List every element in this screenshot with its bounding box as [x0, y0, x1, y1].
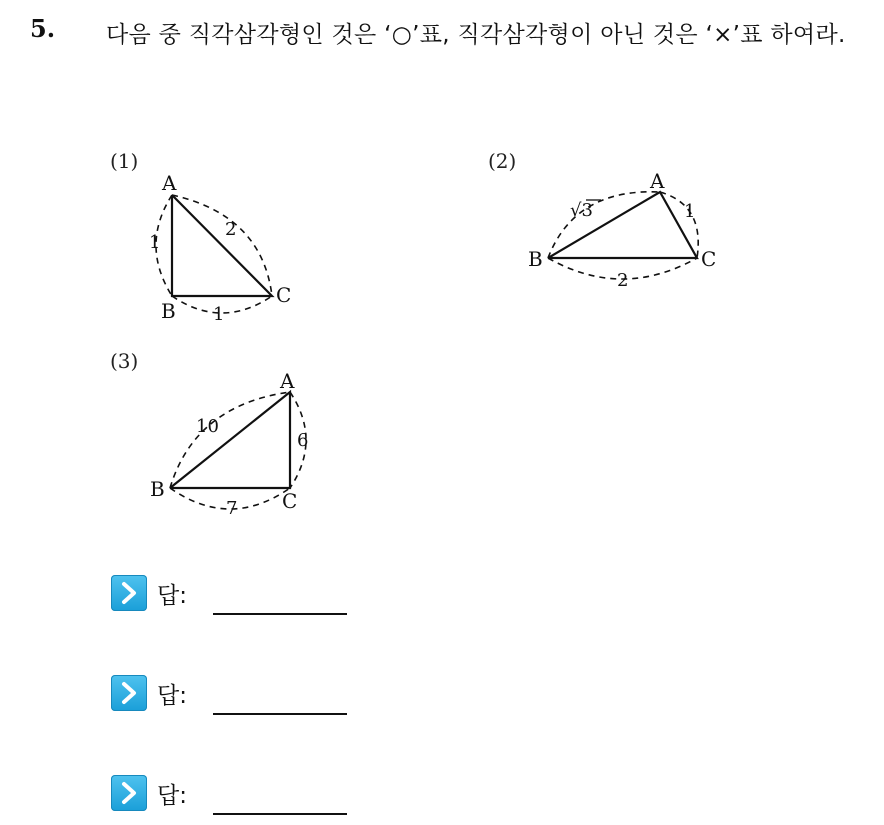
- figure-2-arc-ac: [660, 192, 698, 258]
- figure-2-arc-ab: [548, 192, 660, 258]
- figure-1-side-ac: 2: [225, 219, 237, 240]
- figure-3-arc-ac: [290, 392, 309, 488]
- figure-3-triangle: [170, 392, 290, 488]
- figure-1-label: (1): [110, 149, 139, 173]
- figure-3-vertex-a: A: [280, 369, 295, 393]
- answer-label: 답:: [157, 583, 187, 609]
- arrow-icon: [111, 775, 147, 811]
- figure-2-label: (2): [488, 149, 517, 173]
- question-text: 다음 중 직각삼각형인 것은 ‘○’표, 직각삼각형이 아닌 것은 ‘×’표 하여라.: [106, 22, 846, 48]
- question-number: 5.: [30, 14, 56, 43]
- answer-label: 답:: [157, 783, 187, 809]
- figure-1-arc-ac: [172, 195, 272, 296]
- figure-1-arc-ab: [156, 195, 172, 296]
- figure-3-arc-ab: [170, 392, 290, 488]
- figure-3-side-bc: 7: [226, 498, 238, 519]
- figure-1-triangle: [172, 195, 272, 296]
- figure-1-vertex-a: A: [162, 171, 177, 195]
- figure-1-vertex-c: C: [276, 283, 292, 307]
- figure-2-vertex-b: B: [528, 247, 543, 271]
- figure-2-side-ab: √3: [570, 200, 593, 221]
- figure-3-arc-bc: [170, 488, 290, 509]
- figure-2-side-bc: 2: [617, 270, 629, 291]
- figure-1-side-ab: 1: [149, 232, 161, 253]
- figure-2-side-ac: 1: [684, 201, 696, 222]
- figure-1-arc-bc: [172, 296, 272, 313]
- figure-2-vertex-c: C: [701, 247, 717, 271]
- answer-blank[interactable]: [213, 813, 347, 815]
- figure-1-side-bc: 1: [213, 304, 225, 325]
- answer-label: 답:: [157, 683, 187, 709]
- figure-3-vertex-c: C: [282, 489, 298, 513]
- figure-3-side-ab: 10: [196, 416, 219, 437]
- figure-3-vertex-b: B: [150, 477, 165, 501]
- figure-2-vertex-a: A: [650, 169, 665, 193]
- answer-blank[interactable]: [213, 613, 347, 615]
- figure-1-vertex-b: B: [161, 299, 176, 323]
- arrow-icon: [111, 575, 147, 611]
- figure-2-arc-bc: [548, 258, 697, 279]
- figure-2-triangle: [548, 192, 697, 258]
- arrow-icon: [111, 675, 147, 711]
- figure-3-label: (3): [110, 349, 139, 373]
- answer-blank[interactable]: [213, 713, 347, 715]
- figure-3-side-ac: 6: [297, 430, 309, 451]
